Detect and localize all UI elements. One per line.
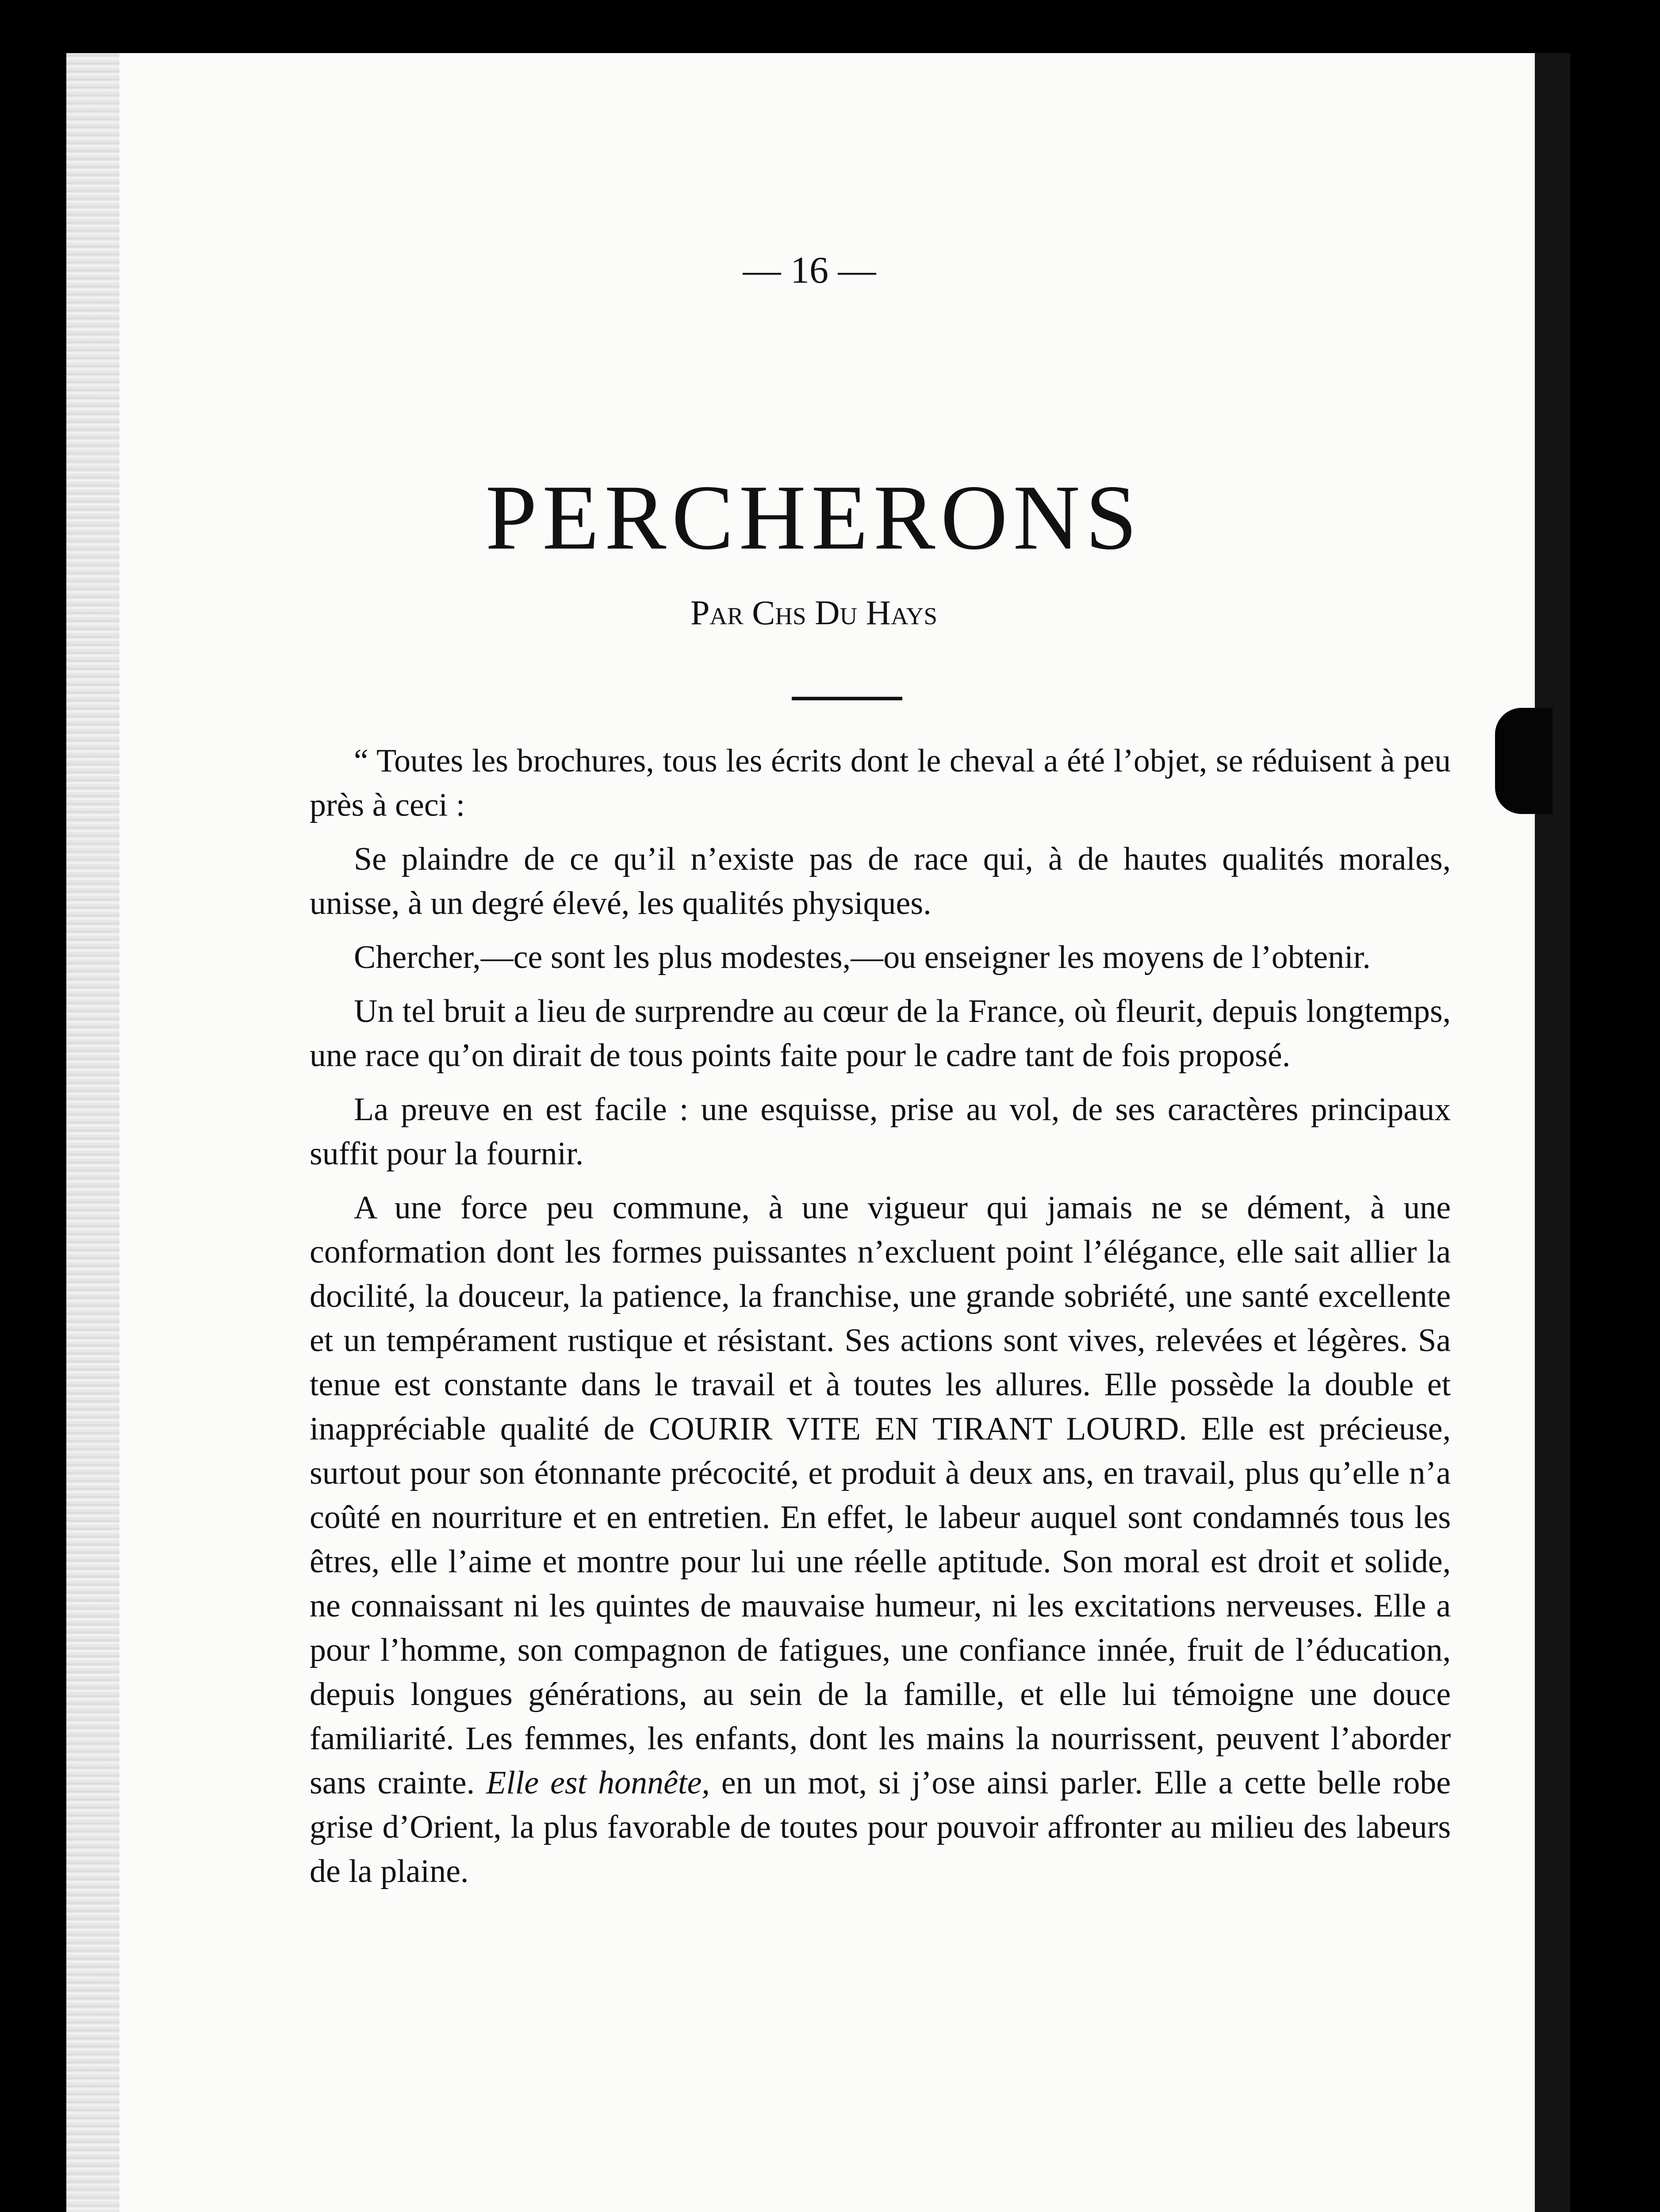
book-page: [66, 53, 1570, 2212]
paragraph-text: en un mot, si j’ose ainsi parler. Elle a cette belle robe grise d’Orient, la plus favorable de toutes pour pouvoir affronter au milieu des labeurs de la plaine.: [310, 1765, 1451, 1889]
page-number: — 16 —: [743, 249, 876, 291]
left-gutter-edge: [66, 53, 119, 2212]
author-byline: Par Chs Du Hays: [690, 593, 937, 632]
binding-notch: [1495, 708, 1553, 814]
article-body: [310, 739, 1451, 1903]
page-title: PERCHERONS: [485, 466, 1142, 569]
paragraph-text: A une force peu commune, à une vigueur qui jamais ne se dément, à une conformation dont les formes puissantes n’excluent point l’élégance, elle sait allier la docilité, la douceur, la patience, la franchise, une grande sobriété, une santé excellente et un tempérament rustique et résistant. Ses actions sont vives, relevées et légères. Sa tenue est constante dans le travail et à toutes les allures. Elle possède la double et inappréciable qualité de COURIR VITE EN TIRANT LOURD. Elle est précieuse, surtout pour son étonnante précocité, et produit à deux ans, en travail, plus qu’elle n’a coûté en nourriture et en entretien. En effet, le labeur auquel sont condamnés tous les êtres, elle l’aime et montre pour lui une réelle aptitude. Son moral est droit et solide, ne connaissant ni les quintes de mauvaise humeur, ni les excitations nerveuses. Elle a pour l’homme, son compagnon de fatigues, une confiance innée, fruit de l’éducation, depuis longues générations, au sein de la famille, et elle lui témoigne une douce familiarité. Les femmes, les enfants, dont les mains la nourrissent, peuvent l’aborder sans crainte.: [310, 1190, 1451, 1801]
paragraph: Un tel bruit a lieu de surprendre au cœur de la France, où fleurit, depuis longtemps, une race qu’on dirait de tous points faite pour le cadre tant de fois proposé.: [310, 993, 1451, 1074]
paragraph: Se plaindre de ce qu’il n’existe pas de race qui, à de hautes qualités morales, unisse, à un degré élevé, les qualités physiques.: [310, 841, 1451, 922]
title-rule: [792, 697, 902, 700]
emphasis-text: Elle est honnête,: [486, 1765, 710, 1801]
paragraph: Chercher,—ce sont les plus modestes,—ou enseigner les moyens de l’obtenir.: [354, 939, 1371, 975]
paragraph: La preuve en est facile : une esquisse, prise au vol, de ses caractères principaux suffit pour la fournir.: [310, 1091, 1451, 1172]
paragraph: “ Toutes les brochures, tous les écrits dont le cheval a été l’objet, se réduisent à peu près à ceci :: [310, 743, 1451, 823]
paragraph-final: [310, 1186, 1451, 1893]
right-binding-edge: [1535, 53, 1570, 2212]
